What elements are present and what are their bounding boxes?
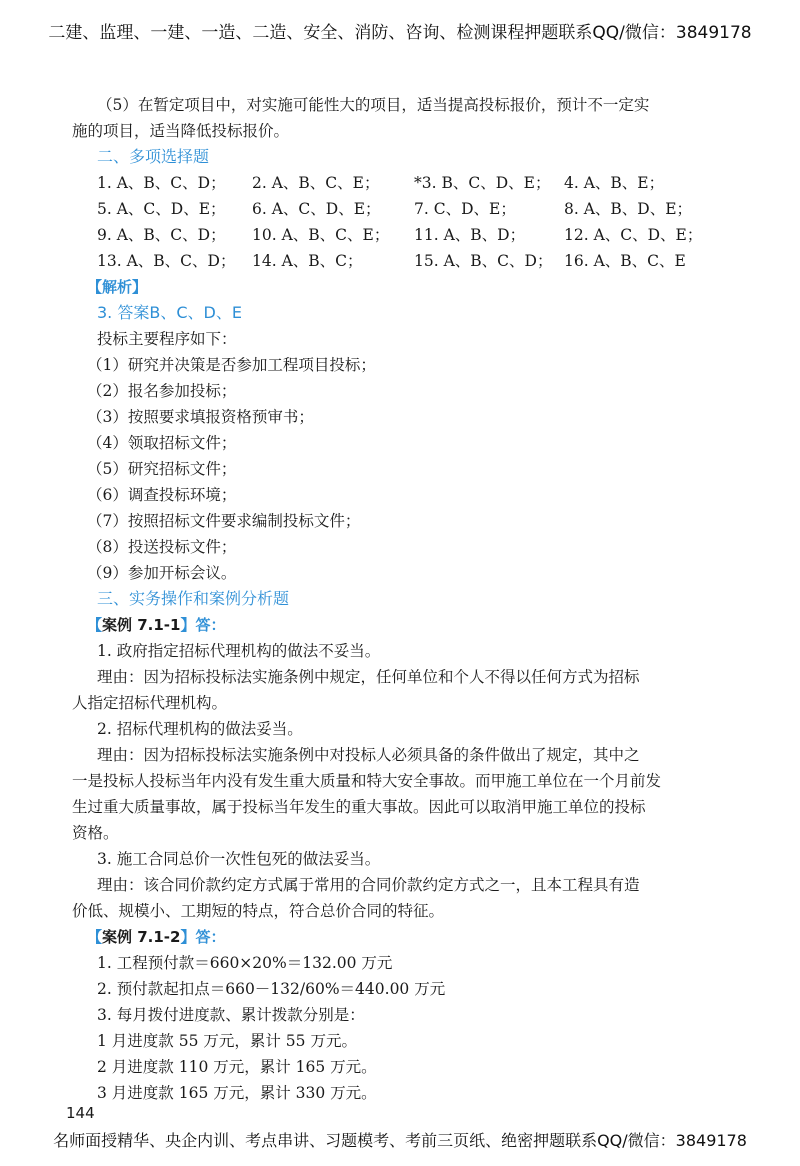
case1-line: 一是投标人投标当年内没有发生重大质量和特大安全事故。而甲施工单位在一个月前发 [72, 772, 662, 790]
case1-line: 2. 招标代理机构的做法妥当。 [97, 720, 303, 738]
case1-line: 理由：因为招标投标法实施条例中对投标人必须具备的条件做出了规定，其中之 [97, 746, 640, 764]
case1-line: 生过重大质量事故，属于投标当年发生的重大事故。因此可以取消甲施工单位的投标 [72, 798, 646, 816]
procedure-step: （7）按照招标文件要求编制投标文件； [87, 512, 361, 530]
case-label-open: 【 [87, 928, 103, 946]
procedure-step: （2）报名参加投标； [87, 382, 237, 400]
procedure-step: （8）投送投标文件； [87, 538, 237, 556]
answer-row [97, 196, 697, 222]
answer-item: 10. A、B、C、E； [252, 226, 390, 244]
intro-line-2: 施的项目，适当降低投标报价。 [72, 122, 290, 140]
case1-line: 理由：因为招标投标法实施条例中规定，任何单位和个人不得以任何方式为招标 [97, 668, 640, 686]
case1-line: 价低、规模小、工期短的特点，符合总价合同的特征。 [72, 902, 445, 920]
case2-line: 2 月进度款 110 万元，累计 165 万元。 [97, 1058, 377, 1076]
page-number: 144 [66, 1104, 95, 1122]
case-label-number: 案例 7.1-1 [102, 616, 181, 634]
case1-line: 1. 政府指定招标代理机构的做法不妥当。 [97, 642, 381, 660]
answer-item: 13. A、B、C、D； [97, 252, 236, 270]
answer-item: 1. A、B、C、D； [97, 174, 226, 192]
answer-item: 14. A、B、C； [252, 252, 363, 270]
answer-row [97, 248, 697, 274]
procedure-intro: 投标主要程序如下： [97, 330, 237, 348]
section-title-multiple-choice: 二、多项选择题 [97, 147, 210, 166]
answer-item: 11. A、B、D； [414, 226, 526, 244]
answer-item: *3. B、C、D、E； [414, 174, 551, 192]
procedure-step: （1）研究并决策是否参加工程项目投标； [87, 356, 376, 374]
case2-line: 1 月进度款 55 万元，累计 55 万元。 [97, 1032, 357, 1050]
case-label-7-1-2 [87, 924, 697, 950]
answer-row [97, 222, 703, 248]
case-label-number: 案例 7.1-2 [102, 928, 181, 946]
case-label-open: 【 [87, 616, 103, 634]
answer-row [97, 170, 697, 196]
case-label-7-1-1 [87, 612, 697, 638]
case1-line: 资格。 [72, 824, 119, 842]
section-title-case-analysis: 三、实务操作和案例分析题 [97, 589, 290, 608]
footer-banner: 名师面授精华、央企内训、考点串讲、习题模考、考前三页纸、绝密押题联系QQ/微信：3849178 [53, 1131, 747, 1150]
answer-item: 8. A、B、D、E； [564, 200, 693, 218]
procedure-step: （4）领取招标文件； [87, 434, 237, 452]
procedure-step: （5）研究招标文件； [87, 460, 237, 478]
answer-item: 5. A、C、D、E； [97, 200, 226, 218]
answer-3-title: 3. 答案B、C、D、E [97, 303, 242, 322]
case-label-close: 】答： [180, 616, 226, 634]
case2-line: 1. 工程预付款＝660×20%＝132.00 万元 [97, 954, 393, 972]
procedure-step: （3）按照要求填报资格预审书； [87, 408, 314, 426]
case-label-close: 】答： [180, 928, 226, 946]
answer-item: 7. C、D、E； [414, 200, 516, 218]
case2-line: 3. 每月拨付进度款、累计拨款分别是： [97, 1006, 365, 1024]
answer-item: 15. A、B、C、D； [414, 252, 553, 270]
intro-line-1: （5）在暂定项目中，对实施可能性大的项目，适当提高投标报价，预计不一定实 [97, 96, 650, 114]
answer-item: 12. A、C、D、E； [564, 226, 703, 244]
answer-item: 2. A、B、C、E； [252, 174, 380, 192]
answer-item: 6. A、C、D、E； [252, 200, 381, 218]
answer-item: 4. A、B、E； [564, 174, 665, 192]
case1-line: 3. 施工合同总价一次性包死的做法妥当。 [97, 850, 381, 868]
case1-line: 人指定招标代理机构。 [72, 694, 228, 712]
case1-line: 理由：该合同价款约定方式属于常用的合同价款约定方式之一，且本工程具有造 [97, 876, 640, 894]
case2-line: 3 月进度款 165 万元，累计 330 万元。 [97, 1084, 377, 1102]
analysis-label: 【解析】 [87, 278, 148, 296]
procedure-step: （6）调查投标环境； [87, 486, 237, 504]
case2-line: 2. 预付款起扣点＝660－132/60%＝440.00 万元 [97, 980, 446, 998]
page-content [72, 92, 703, 1106]
header-banner: 二建、监理、一建、一造、二造、安全、消防、咨询、检测课程押题联系QQ/微信：3849178 [48, 23, 752, 43]
procedure-step: （9）参加开标会议。 [87, 564, 237, 582]
answer-item: 16. A、B、C、E [564, 252, 686, 270]
answer-item: 9. A、B、C、D； [97, 226, 226, 244]
